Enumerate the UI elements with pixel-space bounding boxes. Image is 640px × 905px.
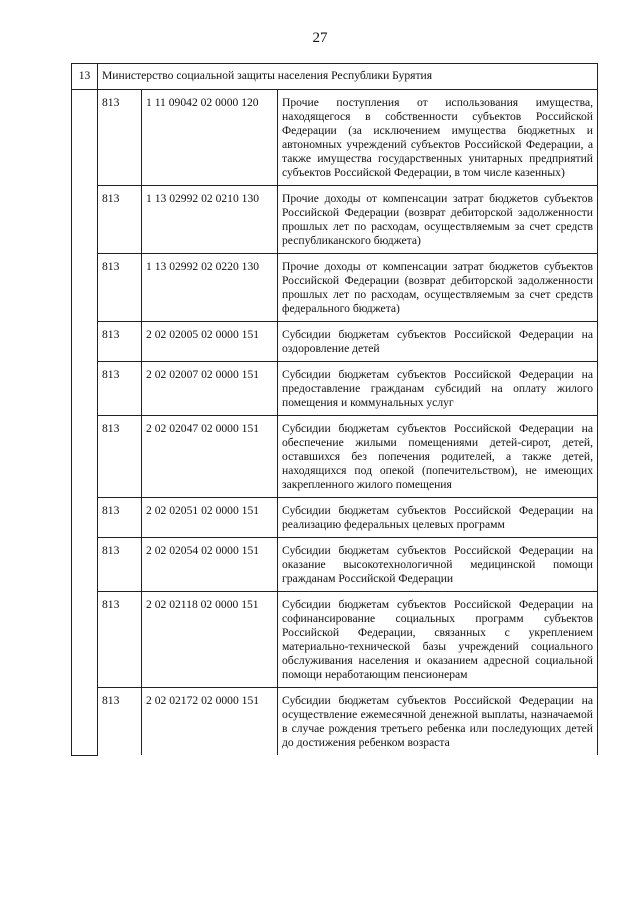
- revenue-description-cell: Прочие доходы от компенсации затрат бюджетов субъектов Российской Федерации (возврат дебиторской задолженности прошлых лет по расходам, осуществляемым за счет средств федерального бюджета): [278, 254, 598, 322]
- section-index: 13: [72, 64, 98, 90]
- revenue-description-cell: Субсидии бюджетам субъектов Российской Федерации на реализацию федеральных целевых программ: [278, 498, 598, 538]
- revenue-description-cell: Субсидии бюджетам субъектов Российской Федерации на оказание высокотехнологичной медицинской помощи гражданам Российской Федерации: [278, 538, 598, 592]
- revenue-codes-table: [71, 63, 598, 756]
- row-index-cell: [72, 90, 98, 756]
- budget-classification-code-cell: 1 13 02992 02 0220 130: [142, 254, 278, 322]
- admin-code-cell: 813: [98, 592, 142, 688]
- budget-classification-code-cell: 2 02 02054 02 0000 151: [142, 538, 278, 592]
- table-row: [72, 416, 598, 498]
- admin-code-cell: 813: [98, 254, 142, 322]
- admin-code-cell: 813: [98, 688, 142, 756]
- revenue-description-cell: Прочие поступления от использования имущества, находящегося в собственности субъектов Российской Федерации (за исключением имущества бюджетных и автономных учреждений субъектов Российской Федерации, а также имущества государственных унитарных предприятий субъектов Российской Федерации, в том числе казенных): [278, 90, 598, 186]
- section-header-row: [72, 64, 598, 90]
- budget-classification-code-cell: 2 02 02047 02 0000 151: [142, 416, 278, 498]
- table-body: [72, 64, 598, 756]
- budget-classification-code-cell: 2 02 02172 02 0000 151: [142, 688, 278, 756]
- table-row: [72, 498, 598, 538]
- section-title: Министерство социальной защиты населения Республики Бурятия: [98, 64, 598, 90]
- page-number: 27: [312, 30, 328, 46]
- budget-classification-code-cell: 2 02 02007 02 0000 151: [142, 362, 278, 416]
- table-row: [72, 254, 598, 322]
- revenue-description-cell: Субсидии бюджетам субъектов Российской Федерации на софинансирование социальных программ субъектов Российской Федерации, связанных с укреплением материально-технической базы учреждений социального обслуживания населения и оказанием адресной социальной помощи неработающим пенсионерам: [278, 592, 598, 688]
- revenue-description-cell: Субсидии бюджетам субъектов Российской Федерации на оздоровление детей: [278, 322, 598, 362]
- table-row: [72, 322, 598, 362]
- budget-classification-code-cell: 1 13 02992 02 0210 130: [142, 186, 278, 254]
- admin-code-cell: 813: [98, 186, 142, 254]
- admin-code-cell: 813: [98, 498, 142, 538]
- revenue-description-cell: Субсидии бюджетам субъектов Российской Федерации на обеспечение жилыми помещениями детей-сирот, детей, оставшихся без попечения родителей, а также детей, находящихся под опекой (попечительством), не имеющих закрепленного жилого помещения: [278, 416, 598, 498]
- admin-code-cell: 813: [98, 538, 142, 592]
- admin-code-cell: 813: [98, 322, 142, 362]
- table-row: [72, 688, 598, 756]
- revenue-description-cell: Субсидии бюджетам субъектов Российской Федерации на предоставление гражданам субсидий на оплату жилого помещения и коммунальных услуг: [278, 362, 598, 416]
- table-row: [72, 538, 598, 592]
- table-row: [72, 362, 598, 416]
- admin-code-cell: 813: [98, 362, 142, 416]
- table-row: [72, 90, 598, 186]
- budget-classification-code-cell: 1 11 09042 02 0000 120: [142, 90, 278, 186]
- admin-code-cell: 813: [98, 416, 142, 498]
- budget-classification-code-cell: 2 02 02051 02 0000 151: [142, 498, 278, 538]
- table-row: [72, 592, 598, 688]
- table-row: [72, 186, 598, 254]
- budget-classification-code-cell: 2 02 02118 02 0000 151: [142, 592, 278, 688]
- budget-classification-code-cell: 2 02 02005 02 0000 151: [142, 322, 278, 362]
- revenue-description-cell: Прочие доходы от компенсации затрат бюджетов субъектов Российской Федерации (возврат дебиторской задолженности прошлых лет по расходам, осуществляемым за счет средств республиканского бюджета): [278, 186, 598, 254]
- revenue-description-cell: Субсидии бюджетам субъектов Российской Федерации на осуществление ежемесячной денежной выплаты, назначаемой в случае рождения третьего ребенка или последующих детей до достижения ребенком возраста: [278, 688, 598, 756]
- admin-code-cell: 813: [98, 90, 142, 186]
